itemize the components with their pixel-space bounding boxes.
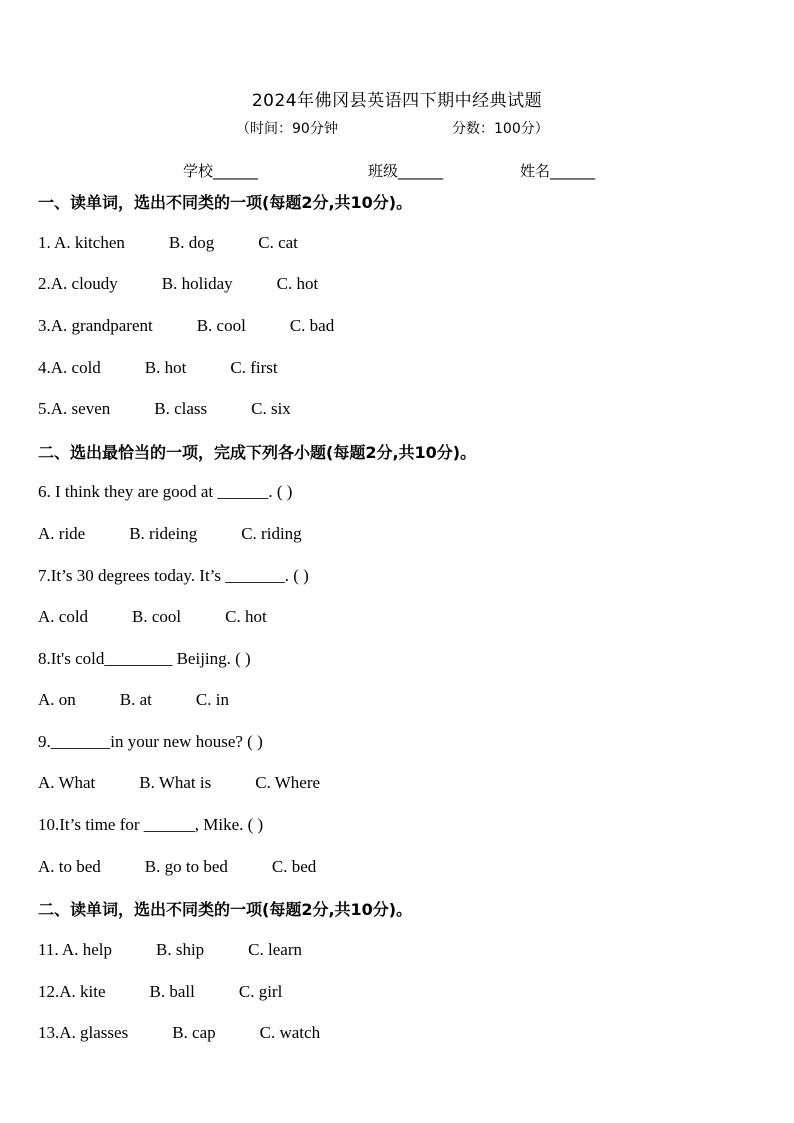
section-heading-1: 一、读单词，选出不同类的一项(每题2分,共10分)。 <box>38 193 413 212</box>
question-9: 9._______in your new house? ( ) <box>38 732 263 751</box>
options-10 <box>38 857 316 877</box>
question-option: B. What is <box>139 773 212 792</box>
question-option: B. holiday <box>161 274 233 293</box>
question-option: B. go to bed <box>144 857 228 876</box>
question-10: 10.It’s time for ______, Mike. ( ) <box>38 815 264 834</box>
question-option: B. rideing <box>129 524 198 543</box>
question-option: C. watch <box>259 1023 321 1042</box>
question-option: A. What <box>38 773 96 792</box>
exam-score: 分数：100分） <box>452 121 549 137</box>
question-option: C. six <box>251 399 291 418</box>
question-option: C. bad <box>289 316 335 335</box>
question-option: 13.A. glasses <box>38 1023 129 1042</box>
question-option: 5.A. seven <box>38 399 111 418</box>
question-7: 7.It’s 30 degrees today. It’s _______. ( ) <box>38 566 309 585</box>
question-option: 3.A. grandparent <box>38 316 153 335</box>
page-title: 2024年佛冈县英语四下期中经典试题 <box>251 91 543 111</box>
question-2 <box>38 274 318 294</box>
question-option: C. bed <box>271 857 317 876</box>
question-option: C. hot <box>276 274 319 293</box>
question-option: 4.A. cold <box>38 358 101 377</box>
section-heading-3: 二、读单词，选出不同类的一项(每题2分,共10分)。 <box>38 900 413 919</box>
options-9 <box>38 773 320 793</box>
question-option: B. hot <box>144 358 187 377</box>
question-option: C. first <box>230 358 278 377</box>
class-field: 班级______ <box>368 162 444 180</box>
question-5 <box>38 399 291 419</box>
question-4 <box>38 358 278 378</box>
question-option: C. hot <box>225 607 267 626</box>
question-13 <box>38 1023 320 1043</box>
question-option: B. ball <box>149 982 195 1001</box>
question-option: C. riding <box>241 524 302 543</box>
question-option: A. on <box>38 690 76 709</box>
question-option: A. to bed <box>38 857 101 876</box>
question-option: A. cold <box>38 607 89 626</box>
question-option: B. cool <box>196 316 246 335</box>
question-option: C. girl <box>238 982 283 1001</box>
question-option: 1. A. kitchen <box>38 233 125 252</box>
question-option: B. class <box>154 399 208 418</box>
question-option: B. cool <box>132 607 182 626</box>
question-option: B. dog <box>168 233 215 252</box>
question-11 <box>38 940 302 960</box>
name-field: 姓名______ <box>520 162 596 180</box>
question-8: 8.It's cold________ Beijing. ( ) <box>38 649 251 668</box>
question-option: C. in <box>195 690 229 709</box>
section-heading-2: 二、选出最恰当的一项，完成下列各小题(每题2分,共10分)。 <box>38 443 477 462</box>
question-option: B. cap <box>172 1023 216 1042</box>
question-3 <box>38 316 334 336</box>
question-option: C. cat <box>258 233 298 252</box>
question-option: 2.A. cloudy <box>38 274 118 293</box>
question-option: C. Where <box>255 773 321 792</box>
question-6: 6. I think they are good at ______. ( ) <box>38 482 293 501</box>
question-option: 12.A. kite <box>38 982 106 1001</box>
question-option: 11. A. help <box>38 940 112 959</box>
question-12 <box>38 982 282 1002</box>
options-8 <box>38 690 229 710</box>
question-option: B. at <box>119 690 152 709</box>
options-6 <box>38 524 302 544</box>
school-field: 学校______ <box>183 162 259 180</box>
question-option: C. learn <box>248 940 302 959</box>
options-7 <box>38 607 267 627</box>
exam-time: （时间：90分钟 <box>236 121 338 137</box>
question-option: A. ride <box>38 524 86 543</box>
question-option: B. ship <box>155 940 205 959</box>
question-1 <box>38 233 298 253</box>
